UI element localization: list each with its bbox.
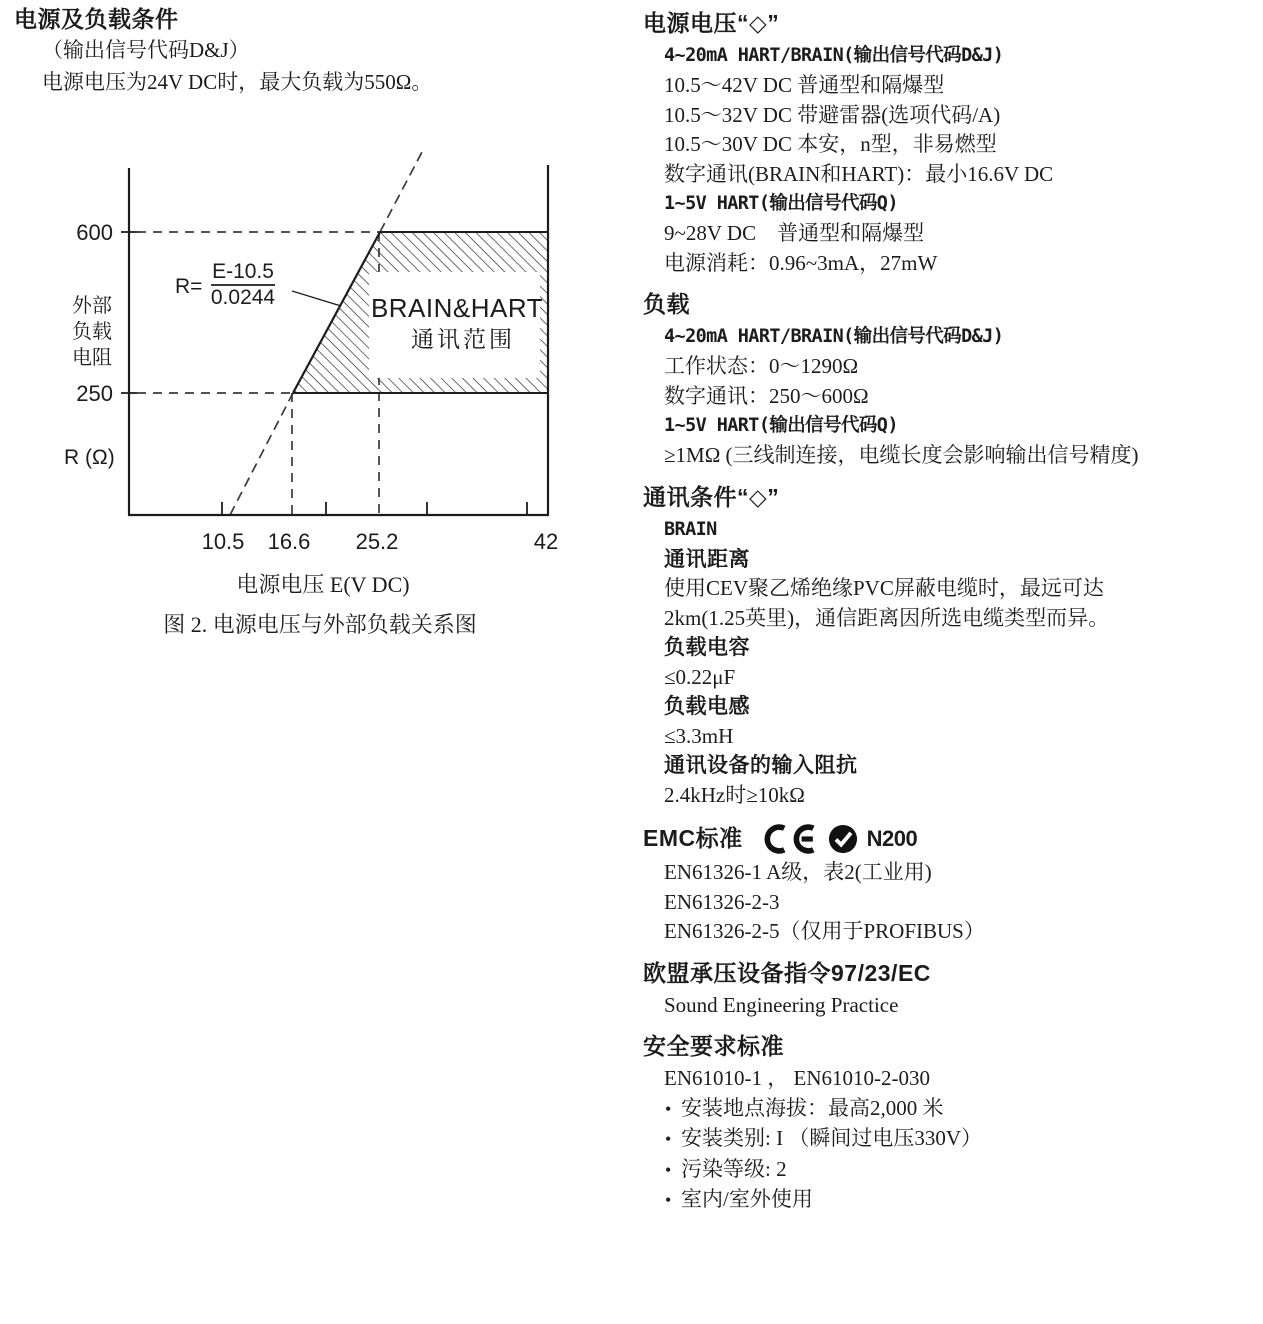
y-axis-label-line3: 电阻 <box>72 347 112 369</box>
spec-line: 使用CEV聚乙烯绝缘PVC屏蔽电缆时，最远可达 <box>664 576 1104 600</box>
spec-sections <box>643 2 1255 1216</box>
section-heading: 安全要求标准 <box>643 1033 784 1059</box>
section-heading-row <box>643 291 1255 317</box>
section-heading-row <box>643 960 1255 986</box>
load-line-dashed-upper <box>380 152 422 232</box>
bullet-text: 安装类别: I （瞬间过电压330V） <box>681 1126 982 1150</box>
spec-section <box>643 484 1255 811</box>
bullet-text: 安装地点海拔：最高2,000 米 <box>681 1095 944 1120</box>
spec-line: 数字通讯：250～600Ω <box>664 383 869 408</box>
n200-label: N200 <box>866 826 918 851</box>
spec-line: 工作状态：0～1290Ω <box>664 354 859 378</box>
x-tick-label-42: 42 <box>533 529 559 554</box>
spec-line: 数字通讯(BRAIN和HART)：最小16.6V DC <box>664 161 1054 186</box>
formula-leader-line <box>292 291 341 306</box>
spec-line: 电源消耗：0.96~3mA，27mW <box>664 250 938 275</box>
spec-line: 负载电容 <box>664 636 750 659</box>
spec-line: Sound Engineering Practice <box>664 992 899 1017</box>
spec-line: BRAIN <box>664 518 717 540</box>
section-heading-row <box>643 1033 1255 1059</box>
section-heading: 欧盟承压设备指令97/23/EC <box>643 959 931 986</box>
output-signal-code-note: （输出信号代码D&J） <box>42 38 250 62</box>
spec-line: 10.5～30V DC 本安，n型，非易燃型 <box>664 132 997 156</box>
spec-line: EN61326-2-3 <box>664 889 780 914</box>
spec-line: ≥1MΩ (三线制连接，电缆长度会影响输出信号精度) <box>664 443 1139 467</box>
formula-lhs: R= <box>175 275 203 298</box>
bullet-text: 室内/室外使用 <box>681 1187 813 1211</box>
section-heading-row <box>643 10 1255 36</box>
x-tick-label-25-2: 25.2 <box>355 529 399 554</box>
section-heading: 电源电压“◇” <box>643 10 780 36</box>
formula-denominator: 0.0244 <box>210 286 276 309</box>
load-line-dashed-lower <box>230 393 293 515</box>
y-tick-label-600: 600 <box>76 220 113 245</box>
spec-line: 10.5～32V DC 带避雷器(选项代码/A) <box>664 102 1001 127</box>
y-axis-label-line1: 外部 <box>72 295 112 317</box>
spec-line: 1~5V HART(输出信号代码Q) <box>664 415 898 436</box>
spec-line: 1~5V HART(输出信号代码Q) <box>664 193 898 214</box>
spec-section <box>643 960 1255 1021</box>
c-tick-icon <box>828 824 858 854</box>
y-axis-unit-label: R (Ω) <box>64 446 115 469</box>
spec-line: 负载电感 <box>664 695 750 718</box>
spec-line: 10.5～42V DC 普通型和隔爆型 <box>664 73 945 97</box>
spec-section <box>643 291 1255 471</box>
emc-logo-cluster <box>757 824 918 854</box>
section-heading: EMC标准 <box>643 825 743 851</box>
spec-line: 通讯设备的输入阻抗 <box>664 754 858 777</box>
bullet-icon: • <box>665 1129 672 1149</box>
spec-line: ≤0.22μF <box>664 664 736 689</box>
section-heading-row <box>643 823 1255 853</box>
formula-numerator: E-10.5 <box>212 260 274 283</box>
comm-range-label-en: BRAIN&HART <box>370 293 544 323</box>
spec-line <box>665 1155 1255 1186</box>
comm-range-label-box <box>369 272 540 378</box>
spec-line: 9~28V DC 普通型和隔爆型 <box>664 221 925 245</box>
section-heading: 通讯条件“◇” <box>643 483 780 510</box>
figure-caption: 图 2. 电源电压与外部负载关系图 <box>163 612 477 637</box>
y-tick-label-250: 250 <box>76 381 113 406</box>
y-axis-label-line2: 负载 <box>72 321 112 343</box>
page-title: 电源及负载条件 <box>14 6 179 32</box>
spec-line: ≤3.3mH <box>664 723 734 748</box>
x-tick-label-16-6: 16.6 <box>267 529 311 554</box>
max-load-note: 电源电压为24V DC时，最大负载为550Ω。 <box>42 70 433 94</box>
spec-line: 4~20mA HART/BRAIN(输出信号代码D&J) <box>664 45 1004 66</box>
spec-line: EN61326-2-5（仅用于PROFIBUS） <box>664 919 985 943</box>
bullet-icon: • <box>665 1159 672 1180</box>
section-heading-row <box>643 484 1255 510</box>
spec-line <box>665 1185 1255 1216</box>
spec-section <box>643 1033 1255 1216</box>
spec-line: 2.4kHz时≥10kΩ <box>664 782 805 807</box>
x-axis-title: 电源电压 E(V DC) <box>236 572 410 597</box>
bullet-icon: • <box>665 1098 672 1119</box>
spec-section <box>643 823 1255 947</box>
x-tick-label-10-5: 10.5 <box>201 529 245 554</box>
comm-range-label-zh: 通讯范围 <box>411 327 515 352</box>
ce-mark-icon <box>757 824 819 854</box>
section-heading: 负载 <box>643 291 690 317</box>
spec-line: EN61326-1 A级，表2(工业用) <box>664 860 932 884</box>
bullet-icon: • <box>665 1190 672 1210</box>
spec-line: 4~20mA HART/BRAIN(输出信号代码D&J) <box>664 326 1004 347</box>
spec-line: 2km(1.25英里)，通信距离因所选电缆类型而异。 <box>664 605 1110 630</box>
spec-line: EN61010-1 ， EN61010-2-030 <box>664 1066 930 1090</box>
spec-section <box>643 10 1255 278</box>
spec-line: 通讯距离 <box>664 547 750 571</box>
bullet-text: 污染等级: 2 <box>681 1156 787 1181</box>
spec-line <box>665 1124 1255 1155</box>
spec-line <box>665 1094 1255 1125</box>
